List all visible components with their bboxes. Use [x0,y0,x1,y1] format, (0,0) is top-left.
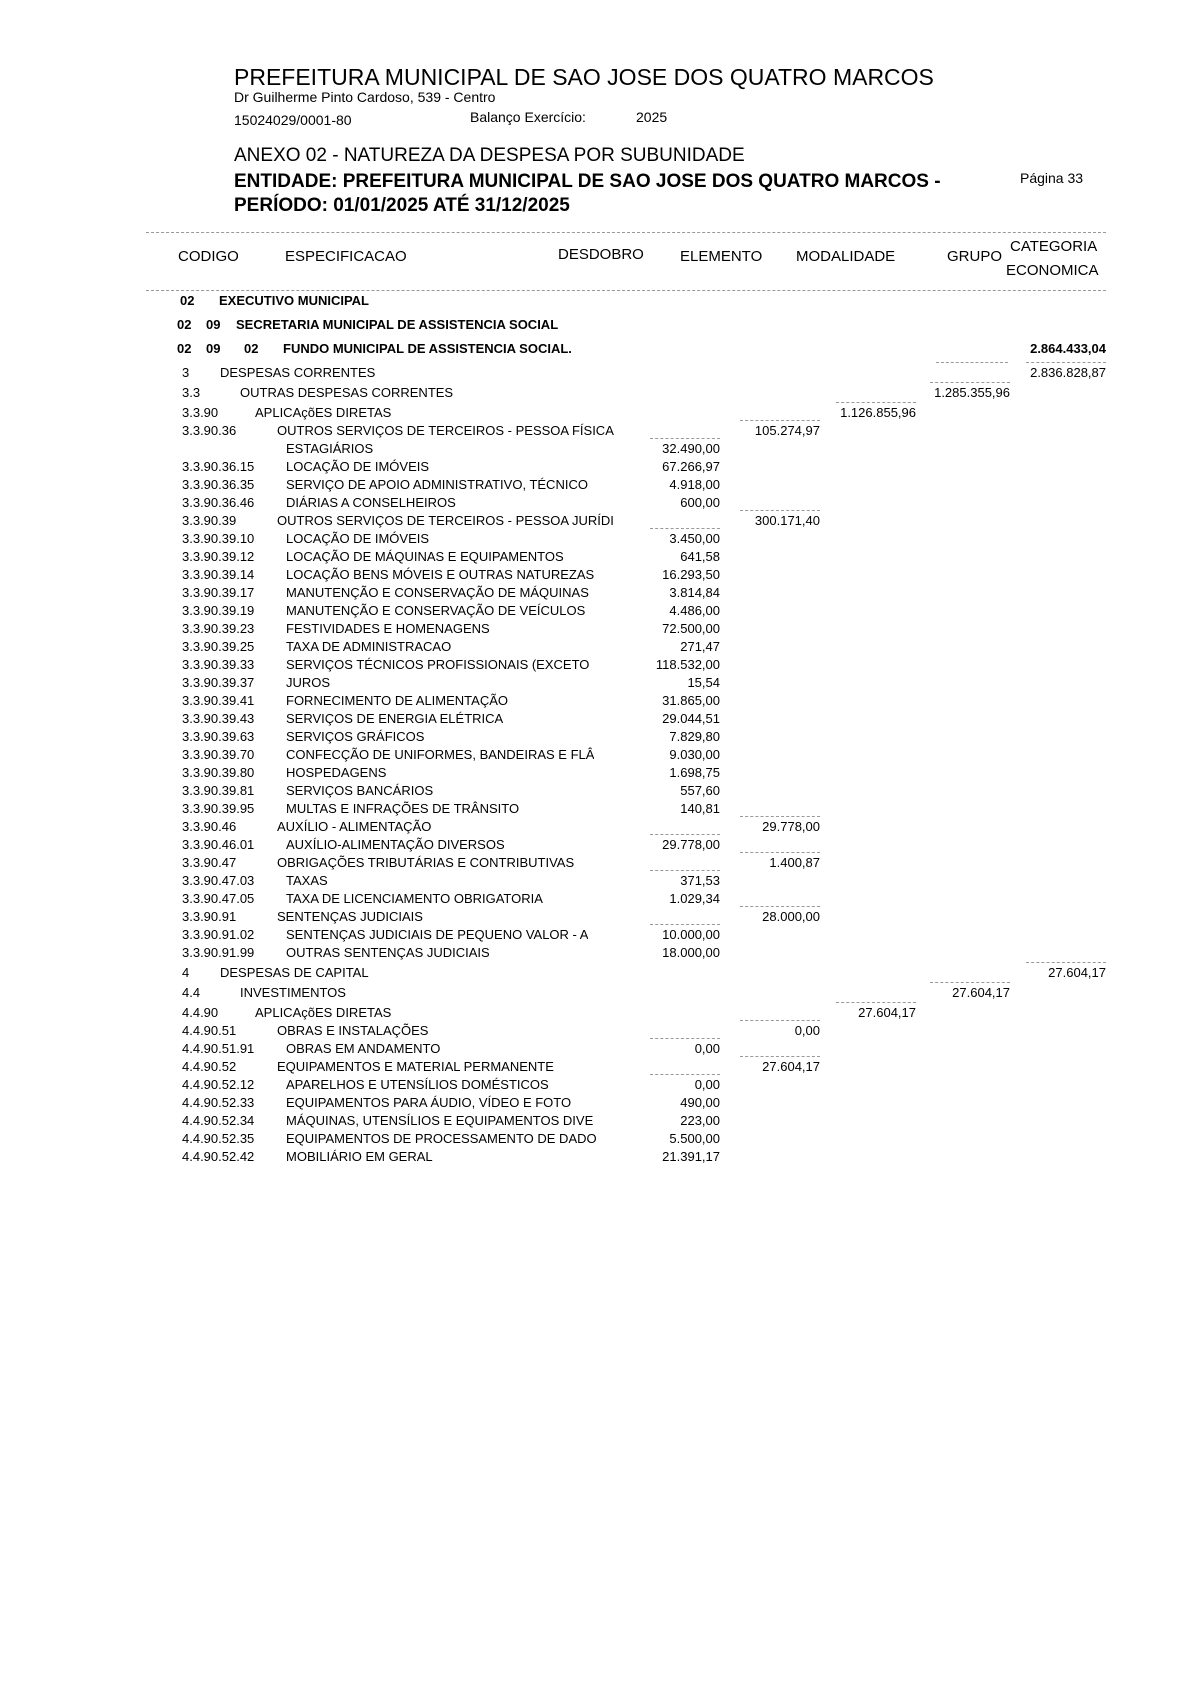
row-code: 3.3.90.39.12 [182,549,255,564]
row-code: 3.3.90.39 [182,513,237,528]
unit-3-total: 2.864.433,04 [1030,341,1106,356]
value-rule [740,816,820,817]
row-code: 3.3.90.39.80 [182,765,255,780]
row-code: 4 [182,965,190,980]
row-code: 3.3.90.39.17 [182,585,255,600]
unit-2-name: SECRETARIA MUNICIPAL DE ASSISTENCIA SOCIAL [236,317,559,332]
row-code: 3.3.90.46 [182,819,237,834]
unit-1-name: EXECUTIVO MUNICIPAL [219,293,369,308]
row-code: 3.3.90.39.43 [182,711,255,726]
row-value: 4.486,00 [669,603,720,618]
row-value: 28.000,00 [762,909,820,924]
row-description: MÁQUINAS, UTENSÍLIOS E EQUIPAMENTOS DIVE [286,1113,594,1128]
col-grupo: GRUPO [947,248,1003,265]
row-value: 3.814,84 [669,585,720,600]
value-rule [930,382,1010,383]
header-rule-top [146,232,1106,233]
row-description: MANUTENÇÃO E CONSERVAÇÃO DE MÁQUINAS [286,585,589,600]
row-value: 5.500,00 [669,1131,720,1146]
row-description: OUTROS SERVIÇOS DE TERCEIROS - PESSOA JURÍDI [277,513,614,528]
value-rule [650,1074,720,1075]
row-description: LOCAÇÃO DE IMÓVEIS [286,531,430,546]
row-value: 271,47 [680,639,720,654]
unit-3-name: FUNDO MUNICIPAL DE ASSISTENCIA SOCIAL. [283,341,572,356]
row-description: JUROS [286,675,331,690]
value-rule [836,402,916,403]
row-code: 4.4.90 [182,1005,219,1020]
row-code: 3.3.90.36.35 [182,477,255,492]
row-code: 3.3.90.39.25 [182,639,255,654]
row-value: 16.293,50 [662,567,720,582]
row-code: 3.3.90.39.63 [182,729,255,744]
row-description: EQUIPAMENTOS E MATERIAL PERMANENTE [277,1059,554,1074]
row-value: 223,00 [680,1113,720,1128]
row-description: EQUIPAMENTOS DE PROCESSAMENTO DE DADO [286,1131,597,1146]
row-description: INVESTIMENTOS [240,985,346,1000]
row-description: DIÁRIAS A CONSELHEIROS [286,495,456,510]
row-code: 3.3.90.39.14 [182,567,255,582]
row-code: 3.3.90.39.19 [182,603,255,618]
row-description: MULTAS E INFRAÇÕES DE TRÂNSITO [286,801,520,816]
row-value: 0,00 [694,1077,720,1092]
col-categoria: CATEGORIA [1010,238,1098,255]
row-value: 2.836.828,87 [1030,365,1106,380]
unit-3-code-b: 09 [206,341,221,356]
row-description: SERVIÇOS GRÁFICOS [286,729,425,744]
value-rule [740,906,820,907]
row-description: OBRAS EM ANDAMENTO [286,1041,441,1056]
row-value: 27.604,17 [952,985,1010,1000]
row-description: ESTAGIÁRIOS [286,441,374,456]
row-value: 4.918,00 [669,477,720,492]
row-value: 641,58 [680,549,720,564]
row-code: 3.3.90.91 [182,909,237,924]
row-code: 3.3.90.39.95 [182,801,255,816]
row-description: EQUIPAMENTOS PARA ÁUDIO, VÍDEO E FOTO [286,1095,572,1110]
row-code: 4.4.90.52.35 [182,1131,255,1146]
row-description: SERVIÇO DE APOIO ADMINISTRATIVO, TÉCNICO [286,477,588,492]
row-description: FORNECIMENTO DE ALIMENTAÇÃO [286,693,508,708]
col-especificacao: ESPECIFICACAO [285,248,407,265]
row-code: 3.3.90.47.03 [182,873,255,888]
row-description: LOCAÇÃO DE IMÓVEIS [286,459,430,474]
value-rule [650,870,720,871]
row-value: 1.029,34 [669,891,720,906]
row-code: 3.3.90.39.37 [182,675,255,690]
row-value: 490,00 [680,1095,720,1110]
row-value: 300.171,40 [754,513,820,528]
row-code: 3.3.90.47.05 [182,891,255,906]
annex-title: ANEXO 02 - NATUREZA DA DESPESA POR SUBUNIDADE [234,145,745,166]
row-code: 3.3.90.39.70 [182,747,255,762]
row-code: 4.4 [182,985,201,1000]
row-description: TAXAS [286,873,328,888]
row-value: 27.604,17 [1048,965,1106,980]
row-description: MANUTENÇÃO E CONSERVAÇÃO DE VEÍCULOS [286,603,586,618]
value-rule [650,834,720,835]
row-description: SERVIÇOS TÉCNICOS PROFISSIONAIS (EXCETO [286,657,590,672]
row-value: 15,54 [687,675,720,690]
row-code: 3 [182,365,190,380]
value-rule [740,510,820,511]
row-value: 29.778,00 [662,837,720,852]
row-code: 3.3.90.91.99 [182,945,255,960]
row-description: AUXÍLIO-ALIMENTAÇÃO DIVERSOS [286,837,505,852]
row-value: 67.266,97 [662,459,720,474]
row-description: SERVIÇOS BANCÁRIOS [286,783,434,798]
row-value: 29.778,00 [762,819,820,834]
row-code: 4.4.90.52.34 [182,1113,255,1128]
value-rule [650,438,720,439]
row-description: OBRIGAÇÕES TRIBUTÁRIAS E CONTRIBUTIVAS [277,855,575,870]
row-description: LOCAÇÃO DE MÁQUINAS E EQUIPAMENTOS [286,549,564,564]
row-code: 3.3.90.39.41 [182,693,255,708]
row-value: 72.500,00 [662,621,720,636]
row-description: APLICAçõES DIRETAS [255,1005,392,1020]
row-value: 31.865,00 [662,693,720,708]
row-code: 3.3.90.39.33 [182,657,255,672]
row-description: SERVIÇOS DE ENERGIA ELÉTRICA [286,711,504,726]
row-description: TAXA DE ADMINISTRACAO [286,639,452,654]
col-desdobro: DESDOBRO [558,246,644,263]
row-value: 557,60 [680,783,720,798]
row-description: AUXÍLIO - ALIMENTAÇÃO [277,819,432,834]
row-code: 3.3.90.36.46 [182,495,255,510]
row-code: 3.3.90 [182,405,219,420]
row-value: 1.400,87 [769,855,820,870]
row-code: 3.3 [182,385,201,400]
header-rule-bottom [146,290,1106,291]
row-value: 21.391,17 [662,1149,720,1164]
row-value: 105.274,97 [754,423,820,438]
row-code: 4.4.90.52.12 [182,1077,255,1092]
row-value: 118.532,00 [655,657,720,672]
address: Dr Guilherme Pinto Cardoso, 539 - Centro [234,89,496,105]
exercise-label: Balanço Exercício: [470,109,586,125]
row-code: 4.4.90.52.42 [182,1149,255,1164]
value-rule [930,982,1010,983]
row-value: 3.450,00 [669,531,720,546]
value-rule [1026,362,1106,363]
row-description: DESPESAS DE CAPITAL [220,965,369,980]
row-code: 3.3.90.39.81 [182,783,255,798]
col-elemento: ELEMENTO [680,248,763,265]
row-value: 32.490,00 [662,441,720,456]
row-value: 371,53 [680,873,720,888]
exercise-year: 2025 [636,109,668,125]
row-description: HOSPEDAGENS [286,765,387,780]
row-description: OUTROS SERVIÇOS DE TERCEIROS - PESSOA FÍSICA [277,423,614,438]
row-value: 140,81 [680,801,720,816]
row-description: APARELHOS E UTENSÍLIOS DOMÉSTICOS [286,1077,549,1092]
row-description: DESPESAS CORRENTES [220,365,376,380]
col-modalidade: MODALIDADE [796,248,896,265]
cnpj: 15024029/0001-80 [234,112,352,128]
row-description: OUTRAS DESPESAS CORRENTES [240,385,454,400]
row-code: 4.4.90.52 [182,1059,237,1074]
row-description: SENTENÇAS JUDICIAIS DE PEQUENO VALOR - A [286,927,589,942]
row-code: 3.3.90.47 [182,855,237,870]
value-rule [650,528,720,529]
report-title: PREFEITURA MUNICIPAL DE SAO JOSE DOS QUATRO MARCOS [234,64,934,90]
value-rule [650,1038,720,1039]
value-rule [740,852,820,853]
row-value: 7.829,80 [669,729,720,744]
unit-2-code-a: 02 [177,317,192,332]
row-value: 600,00 [680,495,720,510]
row-description: OUTRAS SENTENÇAS JUDICIAIS [286,945,490,960]
row-code: 3.3.90.46.01 [182,837,255,852]
value-rule [1026,962,1106,963]
row-value: 0,00 [694,1041,720,1056]
row-code: 4.4.90.51 [182,1023,237,1038]
value-rule [740,1056,820,1057]
page-number: Página 33 [1020,170,1084,186]
row-code: 4.4.90.51.91 [182,1041,255,1056]
row-description: OBRAS E INSTALAÇÕES [277,1023,429,1038]
row-description: APLICAçõES DIRETAS [255,405,392,420]
row-value: 9.030,00 [669,747,720,762]
col-codigo: CODIGO [178,248,239,265]
row-description: LOCAÇÃO BENS MÓVEIS E OUTRAS NATUREZAS [286,567,595,582]
unit-1-code: 02 [180,293,195,308]
row-value: 18.000,00 [662,945,720,960]
row-description: FESTIVIDADES E HOMENAGENS [286,621,490,636]
row-description: CONFECÇÃO DE UNIFORMES, BANDEIRAS E FLÂ [286,747,595,762]
value-rule [650,924,720,925]
entity-title: ENTIDADE: PREFEITURA MUNICIPAL DE SAO JOSE DOS QUATRO MARCOS - [234,171,941,192]
row-description: MOBILIÁRIO EM GERAL [286,1149,433,1164]
row-code: 3.3.90.36.15 [182,459,255,474]
col-economica: ECONOMICA [1006,262,1099,279]
row-value: 27.604,17 [858,1005,916,1020]
row-value: 1.698,75 [669,765,720,780]
row-value: 27.604,17 [762,1059,820,1074]
row-code: 3.3.90.39.23 [182,621,255,636]
row-value: 29.044,51 [662,711,720,726]
row-description: TAXA DE LICENCIAMENTO OBRIGATORIA [286,891,543,906]
unit-3-rule [936,362,1008,363]
unit-3-code-a: 02 [177,341,192,356]
row-value: 1.285.355,96 [934,385,1010,400]
value-rule [740,420,820,421]
row-code: 3.3.90.36 [182,423,237,438]
row-description: SENTENÇAS JUDICIAIS [277,909,423,924]
row-value: 10.000,00 [662,927,720,942]
unit-3-code-c: 02 [244,341,259,356]
row-code: 3.3.90.91.02 [182,927,255,942]
row-value: 1.126.855,96 [840,405,916,420]
value-rule [836,1002,916,1003]
unit-2-code-b: 09 [206,317,221,332]
value-rule [740,1020,820,1021]
row-code: 4.4.90.52.33 [182,1095,255,1110]
period-title: PERÍODO: 01/01/2025 ATÉ 31/12/2025 [234,195,570,216]
row-value: 0,00 [794,1023,820,1038]
row-code: 3.3.90.39.10 [182,531,255,546]
